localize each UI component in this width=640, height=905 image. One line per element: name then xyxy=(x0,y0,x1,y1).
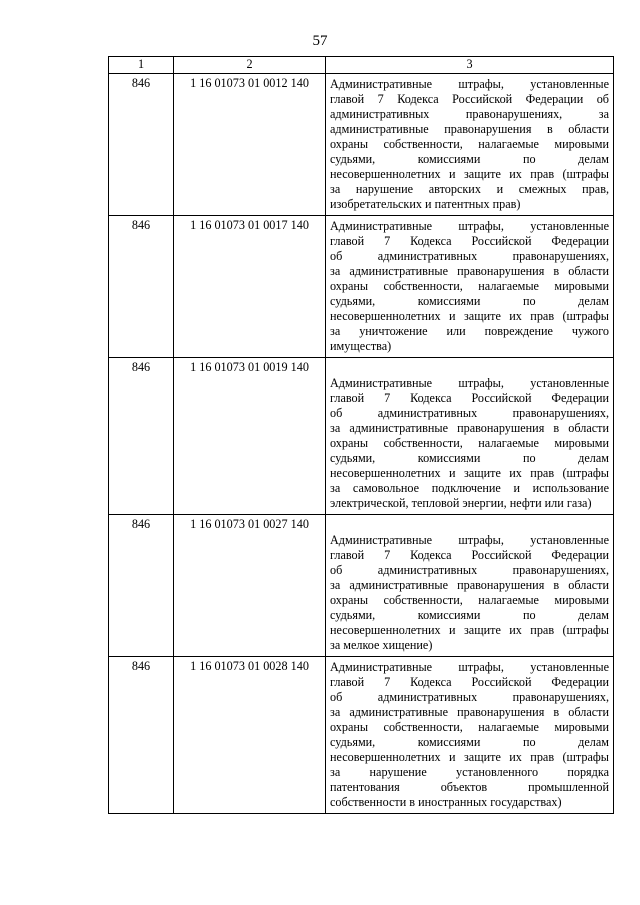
administrator-code-cell: 846 xyxy=(109,515,174,657)
description-line: охраны собственности, налагаемые мировыми xyxy=(330,436,609,450)
table-row xyxy=(109,657,614,814)
description-line: охраны собственности, налагаемые мировыми xyxy=(330,279,609,293)
description-cell xyxy=(326,74,614,216)
description-line: за мелкое хищение) xyxy=(330,638,433,652)
description-line: Административные штрафы, установленные xyxy=(330,219,609,233)
description-line: за самовольное подключение и использование xyxy=(330,481,609,495)
description-cell xyxy=(326,358,614,515)
table-row xyxy=(109,74,614,216)
description-line: за административные правонарушения в области xyxy=(330,705,609,719)
budget-classification-code-cell: 1 16 01073 01 0019 140 xyxy=(174,358,326,515)
description-line: главой 7 Кодекса Российской Федерации xyxy=(330,675,609,689)
description-line: изобретательских и патентных прав) xyxy=(330,197,521,211)
description-cell xyxy=(326,657,614,814)
budget-classification-code-cell: 1 16 01073 01 0028 140 xyxy=(174,657,326,814)
description-line: Административные штрафы, установленные xyxy=(330,376,609,390)
description-line: за административные правонарушения в области xyxy=(330,421,609,435)
column-header-2: 2 xyxy=(174,57,326,74)
description-line: Административные штрафы, установленные xyxy=(330,77,609,91)
description-line: за уничтожение или повреждение чужого xyxy=(330,324,609,338)
description-cell xyxy=(326,216,614,358)
blank-line xyxy=(330,361,609,376)
description-line: об административных правонарушениях, xyxy=(330,406,609,420)
description-line: об административных правонарушениях, xyxy=(330,690,609,704)
administrator-code-cell: 846 xyxy=(109,358,174,515)
table-header-row xyxy=(109,57,614,74)
description-line: патентования объектов промышленной xyxy=(330,780,609,794)
description-line: охраны собственности, налагаемые мировыми xyxy=(330,720,609,734)
column-header-1: 1 xyxy=(109,57,174,74)
blank-line xyxy=(330,518,609,533)
description-line: судьями, комиссиями по делам xyxy=(330,608,609,622)
description-line: собственности в иностранных государствах) xyxy=(330,795,562,809)
description-line: несовершеннолетних и защите их прав (штрафы xyxy=(330,167,609,181)
administrator-code-cell: 846 xyxy=(109,216,174,358)
budget-classification-code-cell: 1 16 01073 01 0012 140 xyxy=(174,74,326,216)
description-line: несовершеннолетних и защите их прав (штрафы xyxy=(330,623,609,637)
description-line: об административных правонарушениях, xyxy=(330,249,609,263)
description-line: несовершеннолетних и защите их прав (штрафы xyxy=(330,309,609,323)
description-line: Административные штрафы, установленные xyxy=(330,660,609,674)
description-line: за административные правонарушения в области xyxy=(330,264,609,278)
budget-codes-table xyxy=(108,56,614,814)
description-line: охраны собственности, налагаемые мировыми xyxy=(330,593,609,607)
description-line: за нарушение установленного порядка xyxy=(330,765,609,779)
budget-classification-code-cell: 1 16 01073 01 0017 140 xyxy=(174,216,326,358)
table-row xyxy=(109,515,614,657)
column-header-3: 3 xyxy=(326,57,614,74)
description-line: несовершеннолетних и защите их прав (штрафы xyxy=(330,750,609,764)
description-line: судьями, комиссиями по делам xyxy=(330,152,609,166)
description-line: электрической, тепловой энергии, нефти или газа) xyxy=(330,496,592,510)
description-line: Административные штрафы, установленные xyxy=(330,533,609,547)
table-row xyxy=(109,216,614,358)
administrator-code-cell: 846 xyxy=(109,657,174,814)
description-line: главой 7 Кодекса Российской Федерации xyxy=(330,234,609,248)
description-line: административных правонарушениях, за xyxy=(330,107,609,121)
description-line: судьями, комиссиями по делам xyxy=(330,294,609,308)
description-line: имущества) xyxy=(330,339,392,353)
description-line: главой 7 Кодекса Российской Федерации xyxy=(330,548,609,562)
description-line: административные правонарушения в области xyxy=(330,122,609,136)
description-line: судьями, комиссиями по делам xyxy=(330,451,609,465)
description-line: за административные правонарушения в области xyxy=(330,578,609,592)
page-number: 57 xyxy=(312,33,328,49)
table-row xyxy=(109,358,614,515)
description-line: охраны собственности, налагаемые мировыми xyxy=(330,137,609,151)
description-cell xyxy=(326,515,614,657)
description-line: судьями, комиссиями по делам xyxy=(330,735,609,749)
administrator-code-cell: 846 xyxy=(109,74,174,216)
description-line: главой 7 Кодекса Российской Федерации об xyxy=(330,92,609,106)
description-line: главой 7 Кодекса Российской Федерации xyxy=(330,391,609,405)
description-line: несовершеннолетних и защите их прав (штрафы xyxy=(330,466,609,480)
budget-classification-code-cell: 1 16 01073 01 0027 140 xyxy=(174,515,326,657)
description-line: за нарушение авторских и смежных прав, xyxy=(330,182,609,196)
description-line: об административных правонарушениях, xyxy=(330,563,609,577)
